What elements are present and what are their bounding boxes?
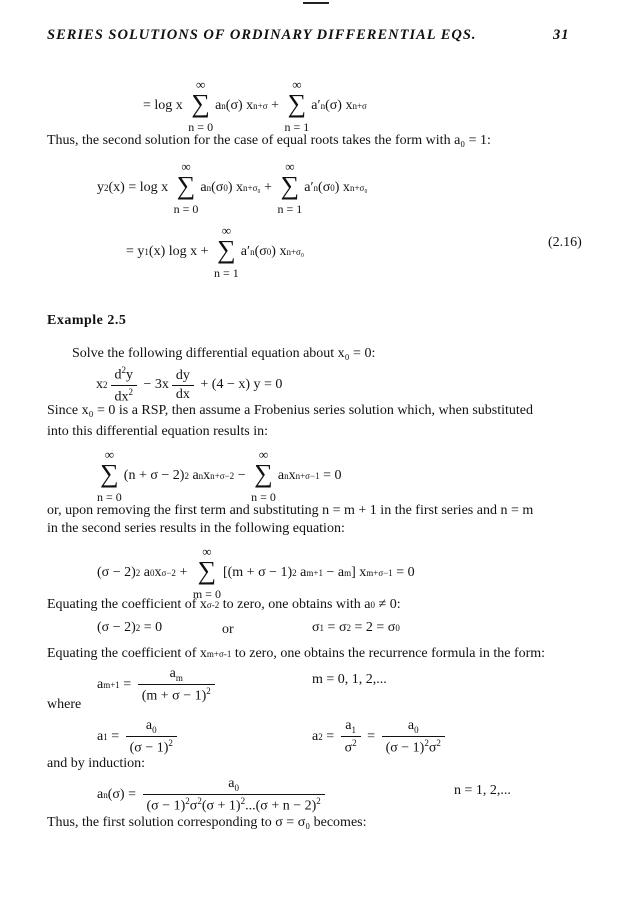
superscript: n+σ₀	[349, 182, 368, 193]
sum-lower-limit: n = 0	[188, 120, 214, 134]
equation-2-16	[126, 224, 304, 279]
math-text: ) x	[227, 179, 243, 195]
math-text: (m + σ − 1)	[141, 688, 207, 704]
math-text: a	[169, 666, 176, 681]
fraction	[143, 776, 325, 814]
math-text: a	[228, 776, 235, 791]
math-text: =	[107, 729, 123, 745]
math-text: = 0	[140, 620, 163, 635]
math-text: a	[215, 97, 222, 113]
sum-lower-limit: n = 1	[277, 202, 303, 216]
subscript: 0	[414, 724, 419, 735]
math-text: (σ	[211, 179, 224, 195]
summation	[285, 78, 310, 133]
superscript: n+σ−1	[295, 470, 320, 481]
paragraph: into this differential equation results in:	[47, 424, 268, 439]
superscript: 2	[292, 567, 297, 578]
math-text: (σ − 1)	[146, 798, 186, 814]
sigma-symbol: ∑	[254, 459, 273, 488]
subscript: 0	[370, 600, 376, 610]
math-text: dx	[114, 389, 129, 405]
subscript: 0	[152, 724, 157, 735]
equation-indicial	[97, 620, 162, 636]
summation	[277, 160, 302, 215]
math-text: (n + σ − 2)	[123, 467, 185, 483]
superscript: 2	[135, 567, 141, 578]
superscript: 2	[316, 795, 321, 806]
sum-upper-limit: ∞	[258, 447, 269, 462]
subscript: m	[344, 567, 352, 578]
math-text: (σ − 1)	[385, 740, 425, 756]
subscript: n	[313, 182, 319, 193]
equation-ode	[96, 365, 282, 405]
subscript: 0	[223, 182, 228, 193]
math-text: a′	[240, 243, 251, 259]
running-header-title: SERIES SOLUTIONS OF ORDINARY DIFFERENTIAL EQS.	[47, 27, 477, 43]
fraction-denominator	[143, 794, 325, 815]
example-heading: Example 2.5	[47, 313, 127, 328]
equation-range: n = 1, 2,...	[454, 783, 511, 798]
math-text: to zero, one obtains with a	[219, 597, 371, 612]
subscript: 0	[234, 782, 239, 793]
math-text: (σ) =	[107, 787, 140, 803]
fraction	[172, 368, 194, 403]
math-text: ) x	[271, 243, 287, 259]
subscript: 0	[395, 623, 400, 633]
sum-lower-limit: n = 0	[97, 490, 122, 504]
math-text: a	[145, 718, 153, 733]
superscript: 2	[135, 623, 141, 633]
math-text: = 2 = σ	[351, 620, 396, 635]
math-text: ...(σ + n − 2)	[245, 798, 317, 814]
superscript: n+σ−2	[210, 470, 235, 481]
superscript: n+σ	[253, 100, 268, 111]
equation-recurrence	[97, 666, 218, 704]
fraction	[341, 718, 361, 756]
sigma-symbol: ∑	[191, 89, 210, 118]
subscript: m+1	[103, 680, 120, 691]
math-text: [(m + σ − 1)	[222, 564, 293, 580]
fraction	[126, 718, 177, 756]
math-text: y	[97, 179, 104, 195]
math-text: x	[203, 467, 211, 483]
math-text: dy	[175, 367, 190, 383]
paragraph: or, upon removing the first term and substituting n = m + 1 in the first series and n = m	[47, 503, 534, 518]
math-text: a′	[311, 97, 321, 113]
math-text: σ	[189, 798, 198, 814]
math-text: σ	[428, 740, 437, 756]
equation-roots	[312, 620, 400, 636]
fraction-numerator	[224, 776, 243, 794]
subscript: 2	[318, 732, 323, 743]
superscript: 2	[352, 737, 357, 748]
math-text: Equating the coefficient of x	[47, 646, 207, 661]
math-text: (σ) x	[325, 97, 353, 113]
equation-number: (2.16)	[548, 235, 582, 250]
subscript: m	[175, 672, 183, 683]
subscript: 2	[104, 182, 109, 193]
superscript: 2	[184, 470, 189, 481]
subscript: 1	[103, 732, 108, 743]
superscript: σ−2	[161, 567, 176, 578]
subscript: n	[221, 100, 226, 111]
math-text: a	[188, 467, 199, 483]
sum-upper-limit: ∞	[221, 223, 232, 238]
math-text: = σ	[324, 620, 347, 635]
superscript: 2	[424, 737, 429, 748]
subscript: 1	[319, 623, 325, 633]
equation-range: m = 0, 1, 2,...	[312, 672, 387, 687]
fraction-numerator	[166, 666, 187, 684]
math-text: ≠ 0:	[375, 597, 401, 612]
sigma-symbol: ∑	[217, 235, 236, 264]
math-text: (σ − 2)	[97, 564, 136, 580]
math-text: (σ + 1)	[201, 798, 241, 814]
subscript: n	[320, 100, 326, 111]
fraction	[382, 718, 445, 756]
equation-frobenius	[95, 448, 342, 503]
summation	[214, 224, 239, 279]
equation-a1	[97, 718, 180, 756]
superscript: m+σ-1	[206, 649, 232, 659]
paragraph: in the second series results in the following equation:	[47, 521, 345, 536]
equation-y2	[97, 160, 368, 215]
fraction-denominator	[126, 736, 177, 757]
equation-an	[97, 776, 328, 814]
math-text: + (4 − x) y = 0	[196, 377, 283, 393]
math-text: σ	[312, 620, 320, 635]
page-top-mark	[303, 2, 329, 4]
fraction	[138, 666, 215, 704]
paragraph	[47, 646, 545, 662]
sum-lower-limit: n = 0	[251, 490, 276, 504]
math-text: y	[126, 367, 133, 383]
superscript: n+σ	[352, 100, 367, 111]
sum-lower-limit: n = 0	[173, 202, 199, 216]
math-text: = 0	[319, 467, 342, 483]
subscript: 1	[144, 246, 149, 257]
superscript: 2	[103, 380, 108, 391]
math-text: (σ	[254, 243, 267, 259]
math-text: −	[234, 467, 250, 483]
math-text: (σ − 2)	[97, 620, 136, 635]
math-text: a	[97, 677, 104, 693]
superscript: 2	[240, 795, 246, 806]
sum-upper-limit: ∞	[202, 544, 212, 559]
fraction-denominator	[138, 684, 215, 705]
math-text: (σ − 1)	[129, 740, 169, 756]
subscript: 2	[346, 623, 351, 633]
math-text: =	[119, 677, 135, 693]
math-text: ] x	[351, 564, 367, 580]
sigma-symbol: ∑	[100, 459, 119, 488]
subscript: m+1	[306, 567, 323, 578]
math-text: a	[277, 467, 285, 483]
sum-lower-limit: n = 1	[214, 266, 239, 280]
math-text: =	[363, 729, 379, 745]
sigma-symbol: ∑	[287, 89, 307, 118]
fraction-denominator	[382, 736, 445, 757]
equation-shifted	[97, 545, 415, 600]
sum-upper-limit: ∞	[181, 159, 191, 174]
math-text: a	[200, 179, 207, 195]
math-text: ) x	[334, 179, 350, 195]
paragraph: and by induction:	[47, 756, 145, 771]
math-text: (x) = log x	[108, 179, 172, 195]
math-text: a	[97, 787, 104, 803]
sum-upper-limit: ∞	[196, 77, 206, 92]
superscript: 2	[185, 795, 190, 806]
subscript: n	[198, 470, 204, 481]
paragraph: Thus, the second solution for the case of equal roots takes the form with a₀ = 1:	[47, 133, 491, 148]
paragraph: Solve the following differential equation about x₀ = 0:	[72, 346, 376, 361]
fraction-numerator	[142, 718, 161, 736]
subscript: 1	[351, 724, 356, 735]
subscript: 0	[150, 567, 155, 578]
fraction-numerator	[172, 368, 194, 385]
math-text: a	[97, 729, 104, 745]
superscript: 2	[168, 737, 173, 748]
superscript: 2	[197, 795, 202, 806]
math-text: x	[288, 467, 296, 483]
superscript: σ-2	[206, 600, 220, 610]
sum-upper-limit: ∞	[285, 159, 295, 174]
superscript: n+σ₀	[286, 246, 305, 257]
paragraph: Thus, the first solution corresponding to σ = σ₀ becomes:	[47, 815, 367, 830]
page-number: 31	[553, 27, 570, 43]
superscript: 2	[436, 737, 441, 748]
subscript: n	[284, 470, 289, 481]
superscript: 2	[128, 386, 133, 397]
math-text: a	[296, 564, 307, 580]
math-text: = 0	[392, 564, 415, 580]
math-text: Equating the coefficient of x	[47, 597, 207, 612]
math-text: to zero, one obtains the recurrence formula in the form:	[231, 646, 546, 661]
math-text: +	[267, 97, 283, 113]
math-text: (σ) x	[225, 97, 254, 113]
subscript: n	[206, 182, 212, 193]
math-text: x	[154, 564, 162, 580]
math-text: (x) log x +	[148, 243, 213, 259]
math-text: − 3x	[140, 377, 169, 393]
sum-lower-limit: n = 1	[284, 120, 310, 134]
sigma-symbol: ∑	[176, 171, 196, 200]
fraction	[111, 365, 138, 405]
math-text: a′	[304, 179, 314, 195]
math-text: (σ	[318, 179, 331, 195]
sum-lower-limit: m = 0	[192, 587, 221, 601]
math-text: x	[96, 377, 103, 393]
subscript: n	[103, 790, 108, 801]
paragraph	[47, 597, 401, 613]
math-text: a	[407, 718, 415, 733]
fraction-numerator	[404, 718, 423, 736]
superscript: 2	[121, 365, 126, 375]
equation-log-series	[143, 78, 367, 133]
summation	[193, 545, 221, 600]
summation	[251, 448, 276, 503]
summation	[174, 160, 199, 215]
sigma-symbol: ∑	[197, 556, 217, 585]
math-text: =	[322, 729, 338, 745]
subscript: 0	[266, 246, 272, 257]
summation	[188, 78, 213, 133]
math-text: = y	[126, 243, 145, 259]
math-text: d	[114, 367, 122, 383]
subscript: n	[250, 246, 255, 257]
sigma-symbol: ∑	[280, 171, 300, 200]
superscript: 2	[206, 685, 211, 696]
math-text: a	[312, 729, 319, 745]
math-text: dx	[175, 386, 190, 402]
paragraph: where	[47, 697, 82, 712]
sum-upper-limit: ∞	[104, 447, 115, 462]
math-text: σ	[344, 740, 353, 756]
or-text: or	[222, 622, 234, 637]
sum-upper-limit: ∞	[292, 77, 302, 92]
math-text: a	[140, 564, 150, 580]
superscript: n+σ₀	[243, 182, 261, 193]
fraction-denominator	[341, 736, 361, 757]
summation	[97, 448, 122, 503]
math-text: a	[345, 718, 352, 733]
subscript: 0	[330, 182, 335, 193]
superscript: m+σ−1	[366, 567, 393, 578]
fraction-denominator	[172, 385, 194, 403]
paragraph: Since x₀ = 0 is a RSP, then assume a Frobenius series solution which, when substituted	[47, 403, 534, 418]
math-text: +	[260, 179, 276, 195]
fraction-numerator	[111, 365, 138, 385]
math-text: − a	[322, 564, 345, 580]
equation-a2	[312, 718, 448, 756]
fraction-numerator	[341, 718, 360, 736]
math-text: = log x	[143, 97, 187, 113]
math-text: +	[175, 564, 191, 580]
